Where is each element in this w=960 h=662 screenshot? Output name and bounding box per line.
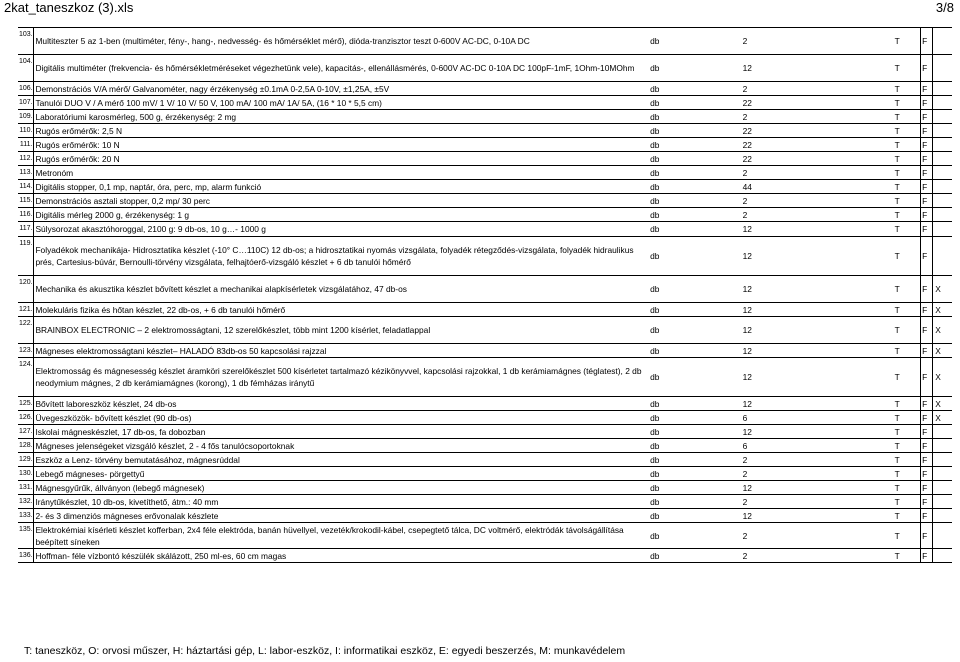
type-code: T: [894, 139, 900, 150]
table-row: [18, 208, 952, 222]
category-x: [933, 124, 952, 138]
category-x: X: [935, 345, 941, 356]
item-description: 2- és 3 dimenziós mágneses erővonalak készlete: [35, 510, 219, 521]
unit: db: [650, 111, 660, 122]
category-f: F: [921, 55, 933, 82]
quantity: 12: [742, 304, 752, 315]
category-f: F: [921, 222, 933, 237]
category-x: [933, 467, 952, 481]
unit: db: [650, 412, 660, 423]
row-number: 114.: [18, 180, 34, 194]
item-description: Digitális mérleg 2000 g, érzékenység: 1 g: [35, 209, 190, 220]
item-description: Laboratóriumi karosmérleg, 500 g, érzékenység: 2 mg: [35, 111, 237, 122]
category-x: [933, 509, 952, 523]
table-row: [18, 397, 952, 411]
category-x: X: [935, 398, 941, 409]
type-code: T: [894, 325, 900, 335]
item-description: Rugós erőmérők: 10 N: [35, 139, 120, 150]
unit: db: [650, 345, 660, 356]
quantity: 22: [742, 139, 752, 150]
category-f: F: [921, 110, 933, 124]
type-code: T: [894, 496, 900, 507]
table-row: [18, 152, 952, 166]
item-description: Digitális stopper, 0,1 mp, naptár, óra, perc, mp, alarm funkció: [35, 181, 262, 192]
category-f: F: [921, 397, 933, 411]
table-row: [18, 317, 952, 344]
category-x: [933, 523, 952, 549]
unit: db: [650, 83, 660, 94]
row-number: 120.: [18, 276, 34, 303]
quantity: 12: [742, 372, 752, 382]
category-x: [933, 222, 952, 237]
category-f: F: [921, 439, 933, 453]
item-description: Súlysorozat akasztóhoroggal, 2100 g: 9 db-os, 10 g…- 1000 g: [35, 224, 266, 234]
unit: db: [650, 372, 660, 382]
unit: db: [650, 224, 660, 234]
table-row: [18, 481, 952, 495]
item-description: Hoffman- féle vízbontó készülék skálázott, 250 ml-es, 60 cm magas: [35, 550, 287, 561]
type-code: T: [894, 426, 900, 437]
table-row: [18, 495, 952, 509]
category-x: [933, 180, 952, 194]
category-f: F: [921, 303, 933, 317]
row-number: 136.: [18, 549, 34, 563]
unit: db: [650, 398, 660, 409]
type-code: T: [894, 125, 900, 136]
table-row: [18, 439, 952, 453]
category-f: F: [921, 237, 933, 276]
unit: db: [650, 36, 660, 46]
unit: db: [650, 167, 660, 178]
unit: db: [650, 530, 660, 541]
equipment-table: [18, 27, 952, 563]
category-x: [933, 208, 952, 222]
table-row: [18, 523, 952, 549]
category-x: X: [935, 412, 941, 423]
quantity: 2: [742, 550, 748, 561]
unit: db: [650, 209, 660, 220]
type-code: T: [894, 482, 900, 493]
quantity: 44: [742, 181, 752, 192]
category-x: [933, 425, 952, 439]
type-code: T: [894, 454, 900, 465]
item-description: Mágneses jelenségeket vizsgáló készlet, 2 - 4 fős tanulócsoportoknak: [35, 440, 295, 451]
unit: db: [650, 426, 660, 437]
category-f: F: [921, 358, 933, 397]
category-f: F: [921, 453, 933, 467]
unit: db: [650, 139, 660, 150]
type-code: T: [894, 167, 900, 178]
row-number: 128.: [18, 439, 34, 453]
type-code: T: [894, 510, 900, 521]
type-code: T: [894, 468, 900, 479]
category-x: [933, 453, 952, 467]
category-f: F: [921, 467, 933, 481]
file-title: 2kat_taneszkoz (3).xls: [4, 0, 134, 15]
type-code: T: [894, 153, 900, 164]
row-number: 135.: [18, 523, 34, 549]
type-code: T: [894, 440, 900, 451]
category-f: F: [921, 276, 933, 303]
unit: db: [650, 251, 660, 261]
type-code: T: [894, 97, 900, 108]
row-number: 132.: [18, 495, 34, 509]
category-x: [933, 439, 952, 453]
type-code: T: [894, 550, 900, 561]
row-number: 129.: [18, 453, 34, 467]
table-row: [18, 467, 952, 481]
row-number: 103.: [18, 28, 34, 55]
type-code: T: [894, 372, 900, 382]
unit: db: [650, 510, 660, 521]
table-row: [18, 28, 952, 55]
unit: db: [650, 195, 660, 206]
row-number: 117.: [18, 222, 34, 237]
unit: db: [650, 482, 660, 493]
row-number: 124.: [18, 358, 34, 397]
row-number: 104.: [18, 55, 34, 82]
row-number: 115.: [18, 194, 34, 208]
table-row: [18, 453, 952, 467]
item-description: Iskolai mágneskészlet, 17 db-os, fa dobozban: [35, 426, 206, 437]
category-f: F: [921, 28, 933, 55]
row-number: 116.: [18, 208, 34, 222]
category-x: [933, 194, 952, 208]
row-number: 127.: [18, 425, 34, 439]
row-number: 121.: [18, 303, 34, 317]
category-x: X: [935, 284, 941, 294]
row-number: 112.: [18, 152, 34, 166]
item-description: Rugós erőmérők: 20 N: [35, 153, 120, 164]
row-number: 111.: [18, 138, 34, 152]
quantity: 12: [742, 251, 752, 261]
type-code: T: [894, 36, 900, 46]
category-f: F: [921, 523, 933, 549]
category-f: F: [921, 344, 933, 358]
quantity: 2: [742, 454, 748, 465]
unit: db: [650, 125, 660, 136]
category-f: F: [921, 96, 933, 110]
quantity: 12: [742, 63, 752, 73]
quantity: 12: [742, 284, 752, 294]
quantity: 12: [742, 325, 752, 335]
row-number: 113.: [18, 166, 34, 180]
type-code: T: [894, 251, 900, 261]
quantity: 12: [742, 482, 752, 493]
quantity: 2: [742, 111, 748, 122]
row-number: 110.: [18, 124, 34, 138]
unit: db: [650, 468, 660, 479]
row-number: 119.: [18, 237, 34, 276]
item-description: Elektromosság és mágnesesség készlet áramköri szerelőkészlet 500 kísérletet tartalmazó kézikönyvvel, kapcsolási rajzokkal, 1 db kerámiamágnes (téglatest), 2 db neodymium mágnes, 2 db kerámiamágnes (korong), 1 db fémházas iránytű: [35, 366, 642, 388]
item-description: Elektrokémiai kísérleti készlet kofferban, 2x4 féle elektróda, banán hüvellyel, vezeték/krokodil-kábel, csepegtető tálca, DC voltmérő, elektródák távolságállítása beépített síneken: [35, 524, 624, 547]
item-description: Multiteszter 5 az 1-ben (multiméter, fény-, hang-, nedvesség- és hőmérséklet mérő), dióda-tranzisztor teszt 0-600V AC-DC, 0-10A DC: [35, 36, 530, 46]
type-code: T: [894, 284, 900, 294]
unit: db: [650, 304, 660, 315]
quantity: 12: [742, 224, 752, 234]
table-row: [18, 180, 952, 194]
table-row: [18, 138, 952, 152]
table-row: [18, 82, 952, 96]
category-f: F: [921, 317, 933, 344]
category-x: [933, 138, 952, 152]
item-description: BRAINBOX ELECTRONIC – 2 elektromosságtani, 12 szerelőkészlet, több mint 1200 kísérlet, feladatlappal: [35, 325, 431, 335]
type-code: T: [894, 304, 900, 315]
type-code: T: [894, 111, 900, 122]
table-row: [18, 194, 952, 208]
quantity: 2: [742, 167, 748, 178]
row-number: 131.: [18, 481, 34, 495]
unit: db: [650, 550, 660, 561]
row-number: 125.: [18, 397, 34, 411]
quantity: 12: [742, 426, 752, 437]
quantity: 6: [742, 412, 748, 423]
item-description: Folyadékok mechanikája- Hidrosztatika készlet (-10° C…110C) 12 db-os; a hidrosztatikai nyomás vizsgálata, folyadék rétegződés-vizsgálata, folyadék hidraulikus prés, Cartesius-búvár, Bernoulli-törvény vizsgálata, felhajtóerő-vizsgáló készlet + 6 db tanulói hőmérő: [35, 245, 634, 267]
table-row: [18, 344, 952, 358]
legend-footer: T: taneszköz, O: orvosi műszer, H: háztartási gép, L: labor-eszköz, I: informatikai eszköz, E: egyedi beszerzés, M: munkavédelem: [24, 645, 626, 657]
table-row: [18, 549, 952, 563]
table-row: [18, 358, 952, 397]
type-code: T: [894, 181, 900, 192]
row-number: 122.: [18, 317, 34, 344]
type-code: T: [894, 224, 900, 234]
row-number: 126.: [18, 411, 34, 425]
category-f: F: [921, 495, 933, 509]
item-description: Iránytűkészlet, 10 db-os, kivetíthető, átm.: 40 mm: [35, 496, 219, 507]
type-code: T: [894, 195, 900, 206]
category-x: [933, 82, 952, 96]
category-x: [933, 495, 952, 509]
quantity: 2: [742, 530, 748, 541]
item-description: Rugós erőmérők: 2,5 N: [35, 125, 123, 136]
category-f: F: [921, 138, 933, 152]
unit: db: [650, 153, 660, 164]
row-number: 109.: [18, 110, 34, 124]
type-code: T: [894, 345, 900, 356]
table-row: [18, 303, 952, 317]
quantity: 12: [742, 345, 752, 356]
unit: db: [650, 325, 660, 335]
table-row: [18, 96, 952, 110]
quantity: 2: [742, 36, 748, 46]
category-f: F: [921, 425, 933, 439]
quantity: 2: [742, 468, 748, 479]
category-x: [933, 237, 952, 276]
table-row: [18, 425, 952, 439]
category-f: F: [921, 549, 933, 563]
category-x: X: [935, 304, 941, 315]
quantity: 2: [742, 496, 748, 507]
category-x: [933, 28, 952, 55]
item-description: Bővített laboreszköz készlet, 24 db-os: [35, 398, 177, 409]
type-code: T: [894, 83, 900, 94]
type-code: T: [894, 412, 900, 423]
item-description: Lebegő mágneses- pörgettyű: [35, 468, 145, 479]
quantity: 22: [742, 125, 752, 136]
quantity: 2: [742, 83, 748, 94]
row-number: 130.: [18, 467, 34, 481]
quantity: 2: [742, 195, 748, 206]
item-description: Eszköz a Lenz- törvény bemutatásához, mágnesrúddal: [35, 454, 240, 465]
type-code: T: [894, 398, 900, 409]
type-code: T: [894, 63, 900, 73]
category-f: F: [921, 166, 933, 180]
row-number: 106.: [18, 82, 34, 96]
item-description: Molekuláris fizika és hőtan készlet, 22 db-os, + 6 db tanulói hőmérő: [35, 304, 286, 315]
item-description: Tanulói DUO V / A mérő 100 mV/ 1 V/ 10 V/ 50 V, 100 mA/ 100 mA/ 1A/ 5A, (16 * 10 * 5,5 cm): [35, 97, 382, 108]
category-f: F: [921, 208, 933, 222]
category-f: F: [921, 82, 933, 96]
row-number: 107.: [18, 96, 34, 110]
unit: db: [650, 284, 660, 294]
item-description: Mágneses elektromosságtani készlet– HALADÓ 83db-os 50 kapcsolási rajzzal: [35, 345, 327, 356]
category-x: [933, 152, 952, 166]
unit: db: [650, 454, 660, 465]
item-description: Mechanika és akusztika készlet bővített készlet a mechanikai alapkísérletek vizsgálatához, 47 db-os: [35, 284, 407, 294]
table-row: [18, 124, 952, 138]
table-row: [18, 411, 952, 425]
type-code: T: [894, 530, 900, 541]
unit: db: [650, 63, 660, 73]
item-description: Digitális multiméter (frekvencia- és hőmérsékletméréseket végezhetünk vele), kapacitás-, ellenállásmérés, 0-600V AC-DC 0-10A DC 100pF-1mF, 1Ohm-10MOhm: [35, 63, 635, 73]
category-x: [933, 166, 952, 180]
category-x: X: [935, 325, 941, 335]
category-f: F: [921, 194, 933, 208]
row-number: 123.: [18, 344, 34, 358]
category-f: F: [921, 411, 933, 425]
category-x: [933, 55, 952, 82]
item-description: Demonstrációs asztali stopper, 0,2 mp/ 30 perc: [35, 195, 210, 206]
unit: db: [650, 181, 660, 192]
unit: db: [650, 97, 660, 108]
quantity: 2: [742, 209, 748, 220]
category-x: [933, 110, 952, 124]
type-code: T: [894, 209, 900, 220]
table-row: [18, 276, 952, 303]
unit: db: [650, 440, 660, 451]
category-f: F: [921, 509, 933, 523]
quantity: 6: [742, 440, 748, 451]
row-number: 133.: [18, 509, 34, 523]
table-row: [18, 509, 952, 523]
quantity: 12: [742, 398, 752, 409]
unit: db: [650, 496, 660, 507]
quantity: 22: [742, 97, 752, 108]
table-row: [18, 55, 952, 82]
quantity: 12: [742, 510, 752, 521]
quantity: 22: [742, 153, 752, 164]
table-row: [18, 237, 952, 276]
category-x: [933, 481, 952, 495]
category-f: F: [921, 481, 933, 495]
category-x: [933, 96, 952, 110]
category-x: [933, 549, 952, 563]
category-x: X: [935, 372, 941, 382]
item-description: Demonstrációs V/A mérő/ Galvanométer, nagy érzékenység ±0.1mA 0-2,5A 0-10V, ±1,25A, ±5V: [35, 83, 390, 94]
table-row: [18, 166, 952, 180]
item-description: Üvegeszközök- bővített készlet (90 db-os): [35, 412, 192, 423]
item-description: Metronóm: [35, 167, 74, 178]
category-f: F: [921, 124, 933, 138]
category-f: F: [921, 152, 933, 166]
page-number: 3/8: [935, 0, 954, 15]
table-row: [18, 110, 952, 124]
table-row: [18, 222, 952, 237]
category-f: F: [921, 180, 933, 194]
item-description: Mágnesgyűrűk, állványon (lebegő mágnesek): [35, 482, 205, 493]
